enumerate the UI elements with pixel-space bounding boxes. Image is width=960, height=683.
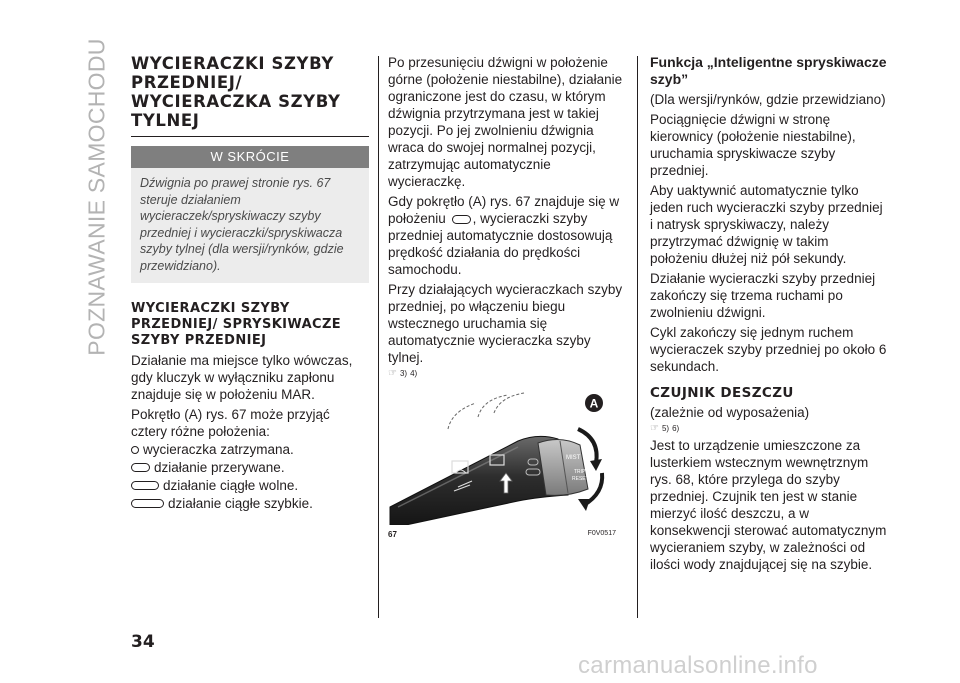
heading-rule — [131, 136, 369, 137]
feature-paragraph-2: Aby uaktywnić automatycznie tylko jeden ruch wycieraczki szyby przedniej i natrysk spryskiwaczy, należy przytrzymać dźwignię w takim położeniu dłużej niż pół sekundy. — [650, 183, 883, 266]
column-3 — [650, 54, 888, 573]
column-2 — [388, 54, 626, 539]
rain-sensor-note: (zależnie od wyposażenia) — [650, 405, 810, 420]
paragraph-reverse-gear: Przy działających wycieraczkach szyby przedniej, po włączeniu biegu wstecznego uruchamia się automatycznie wycieraczka szyby tylnej. — [388, 282, 623, 365]
option-fast: działanie ciągłe szybkie. — [131, 495, 369, 512]
sub-heading: WYCIERACZKI SZYBY PRZEDNIEJ/ SPRYSKIWACZE SZYBY PRZEDNIEJ — [131, 301, 342, 348]
rain-sensor-paragraph: Jest to urządzenie umieszczone za lusterkiem wstecznym wewnętrznym rys. 68, które przylega do szyby przedniej. Czujnik ten jest w stanie mierzyć ilość deszczu, a w konsekwencji sterować automatycznym wycieraniem szyby, w zależności od ilości wody znajdującej się na szybie. — [650, 438, 887, 572]
wiper-slow-icon — [131, 481, 159, 490]
column-divider-2 — [637, 56, 638, 618]
pointing-hand-icon: ☞ — [650, 423, 659, 434]
wiper-off-icon — [131, 446, 139, 454]
reset-label: RESET — [572, 476, 589, 482]
page-number: 34 — [131, 632, 155, 652]
feature-paragraph-1: Pociągnięcie dźwigni w stronę kierownicy (położenie niestabilne), uruchamia spryskiwacze szyby przedniej. — [650, 112, 856, 178]
trip-label: TRIP — [574, 469, 586, 475]
rain-warning-refs: ☞ 5) 6) — [650, 423, 680, 434]
wiper-stalk-illustration — [388, 389, 616, 525]
paragraph-ignition: Działanie ma miejsce tylko wówczas, gdy kluczyk w wyłączniku zapłonu znajduje się w położeniu MAR. — [131, 353, 353, 402]
wiper-intermittent-icon — [452, 215, 471, 224]
option-intermittent: działanie przerywane. — [131, 459, 369, 476]
column-1 — [131, 54, 369, 512]
summary-box-text: Dźwignia po prawej stronie rys. 67 steruje działaniem wycieraczek/spryskiwaczy szyby przedniej i wycieraczki/spryskiwacza szyby tylnej (dla wersji/rynków, gdzie przewidziano). — [131, 168, 369, 283]
summary-box-title: W SKRÓCIE — [131, 146, 369, 168]
figure-number: 67 — [388, 530, 397, 539]
pointing-hand-icon: ☞ — [388, 368, 397, 379]
callout-a-label: A — [589, 396, 599, 411]
option-slow: działanie ciągłe wolne. — [131, 477, 369, 494]
feature-paragraph-3: Działanie wycieraczki szyby przedniej zakończy się trzema ruchami po zwolnieniu dźwigni. — [650, 271, 876, 320]
warning-refs: ☞ 3) 4) — [388, 368, 418, 379]
feature-note: (Dla wersji/rynków, gdzie przewidziano) — [650, 92, 886, 107]
watermark: carmanualsonline.info — [578, 652, 818, 679]
feature-paragraph-4: Cykl zakończy się jednym ruchem wycieraczek szyby przedniej po około 6 sekundach. — [650, 325, 887, 374]
column-divider-1 — [378, 56, 379, 618]
figure-wiper-stalk — [388, 389, 616, 525]
sidebar-title-text: POZNAWANIE SAMOCHODU — [83, 38, 110, 356]
rain-sensor-heading: CZUJNIK DESZCZU — [650, 385, 794, 401]
paragraph-positions: Pokrętło (A) rys. 67 może przyjąć cztery różne położenia: — [131, 407, 330, 439]
paragraph-upper-position: Po przesunięciu dźwigni w położenie górne (położenie niestabilne), działanie ograniczone jest do czasu, w którym dźwignia przytrzymana jest w takiej pozycji. Po jej zwolnieniu dźwignia wraca do swojej normalnej pozycji, zatrzymując automatycznie wycieraczkę. — [388, 55, 623, 189]
wiper-intermittent-icon — [131, 463, 150, 472]
feature-heading: Funkcja „Inteligentne spryskiwacze szyb” — [650, 54, 887, 87]
paragraph-auto-speed: Gdy pokrętło (A) rys. 67 znajduje się w położeniu , wycieraczki szyby przedniej automatycznie dostosowują prędkość działania do prędkości samochodu. — [388, 194, 620, 277]
figure-caption — [388, 530, 616, 539]
option-off: wycieraczka zatrzymana. — [131, 441, 369, 458]
main-heading: WYCIERACZKI SZYBY PRZEDNIEJ/ WYCIERACZKA SZYBY TYLNEJ — [131, 54, 341, 130]
sidebar-section-title — [83, 38, 110, 356]
mist-label: MIST — [566, 455, 581, 461]
wiper-fast-icon — [131, 499, 164, 508]
figure-code: F0V0517 — [587, 530, 616, 537]
